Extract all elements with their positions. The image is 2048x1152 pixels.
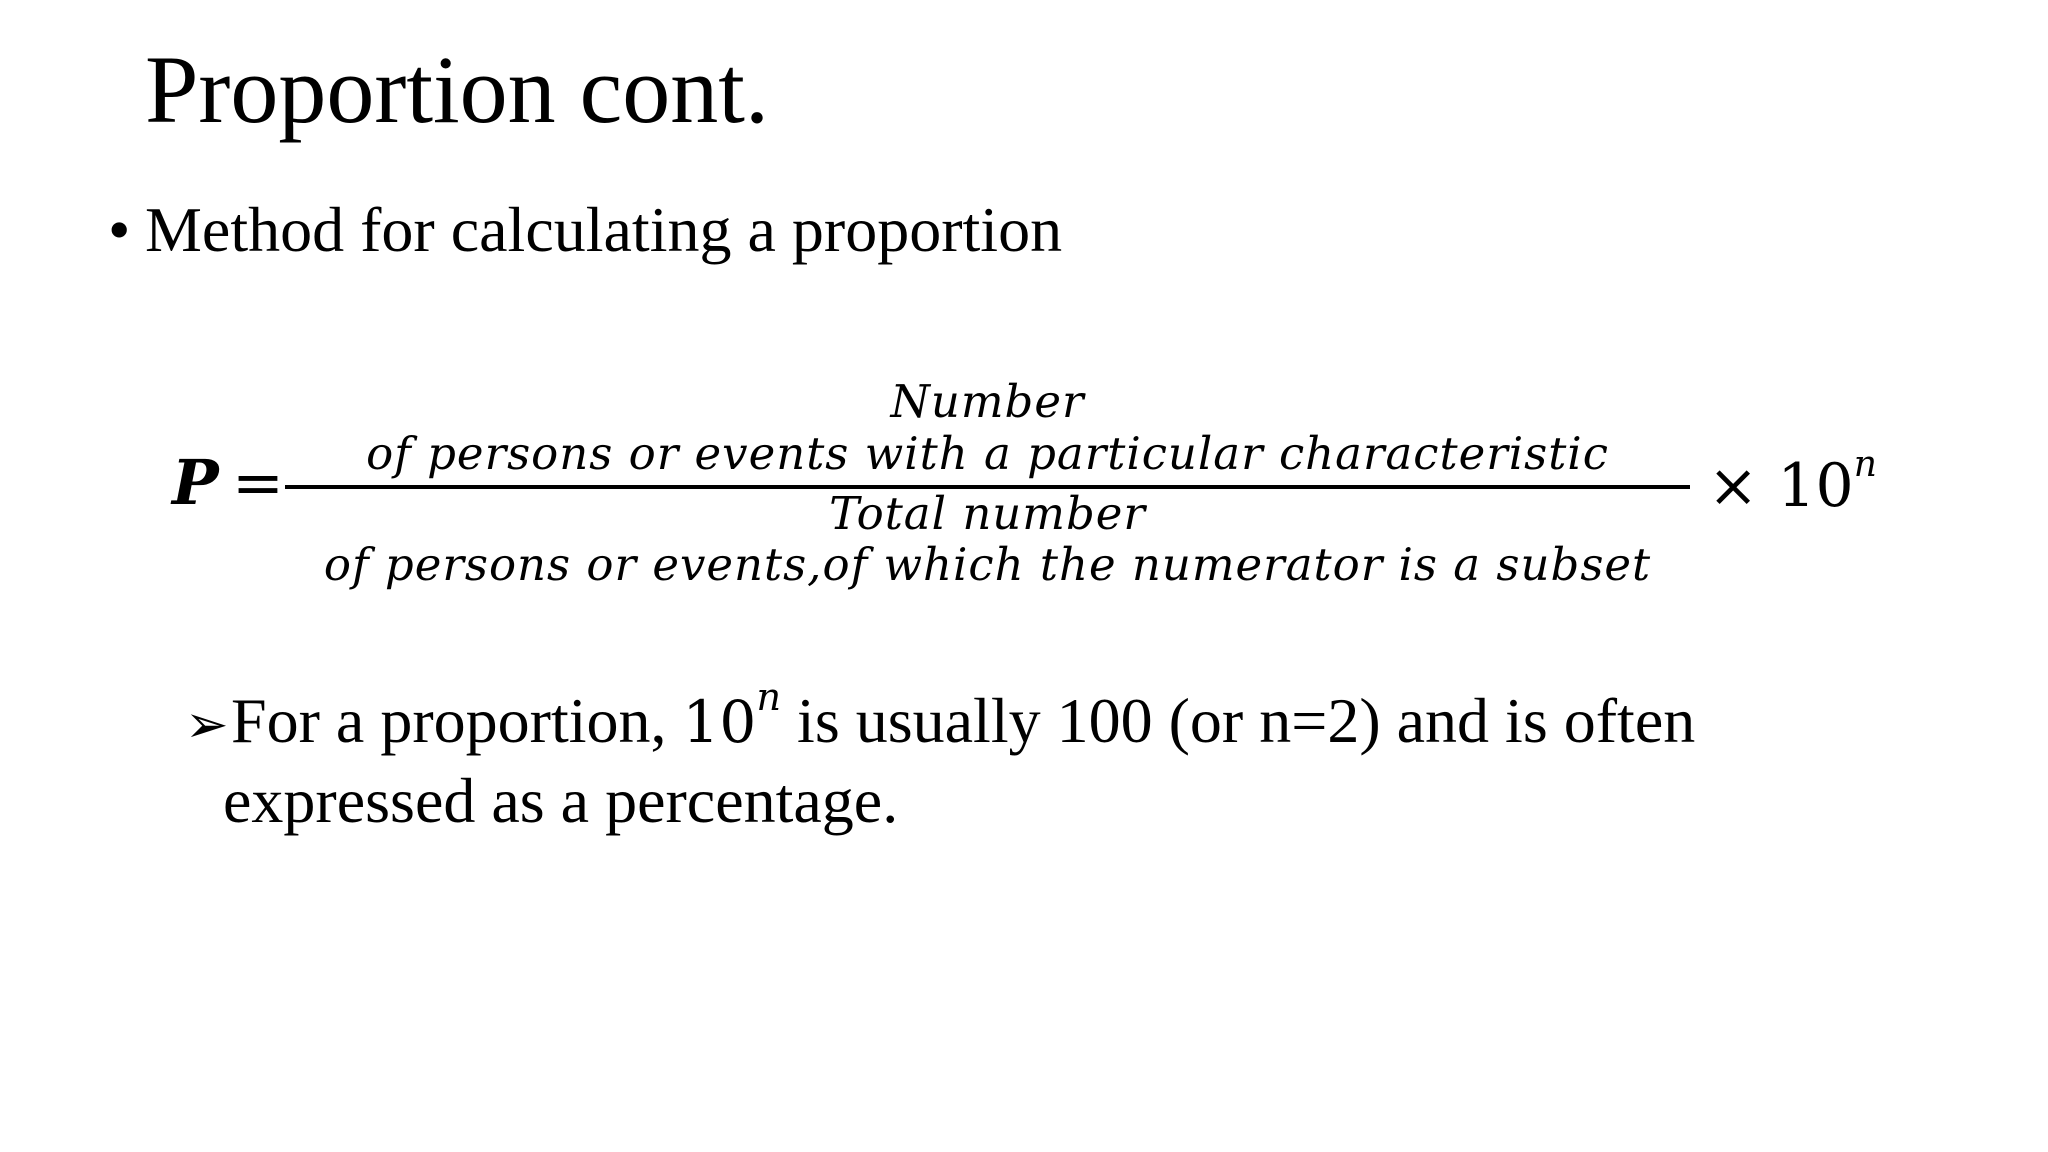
denominator-line-1: Total number (829, 487, 1146, 540)
bullet-item (108, 190, 1062, 270)
multiplier-base: × 10 (1708, 451, 1854, 521)
denominator-line-2: of persons or events,of which the numerator is a subset (323, 538, 1652, 591)
sub-bullet-text-line-2: expressed as a percentage. (223, 765, 899, 836)
sub-bullet-text-after: is usually 100 (or n=2) and is often (781, 685, 1696, 756)
power-base: 10 (682, 688, 757, 756)
numerator-line-2: of persons or events with a particular characteristic (366, 427, 1609, 480)
multiplier-exponent: n (1853, 444, 1877, 485)
formula-fraction (285, 376, 1690, 591)
bullet-marker: • (108, 194, 131, 265)
bullet-text: Method for calculating a proportion (145, 194, 1063, 265)
numerator-line-1: Number (890, 375, 1085, 428)
sub-bullet-text-before: For a proportion, (231, 685, 683, 756)
formula-multiplier (1708, 446, 1877, 526)
formula-lhs: P (172, 446, 219, 519)
sub-bullet-item (185, 675, 1885, 839)
arrow-bullet-icon: ➢ (185, 695, 229, 755)
power-exponent: n (756, 675, 782, 721)
formula-equals: = (232, 446, 284, 519)
slide-title: Proportion cont. (145, 36, 769, 143)
